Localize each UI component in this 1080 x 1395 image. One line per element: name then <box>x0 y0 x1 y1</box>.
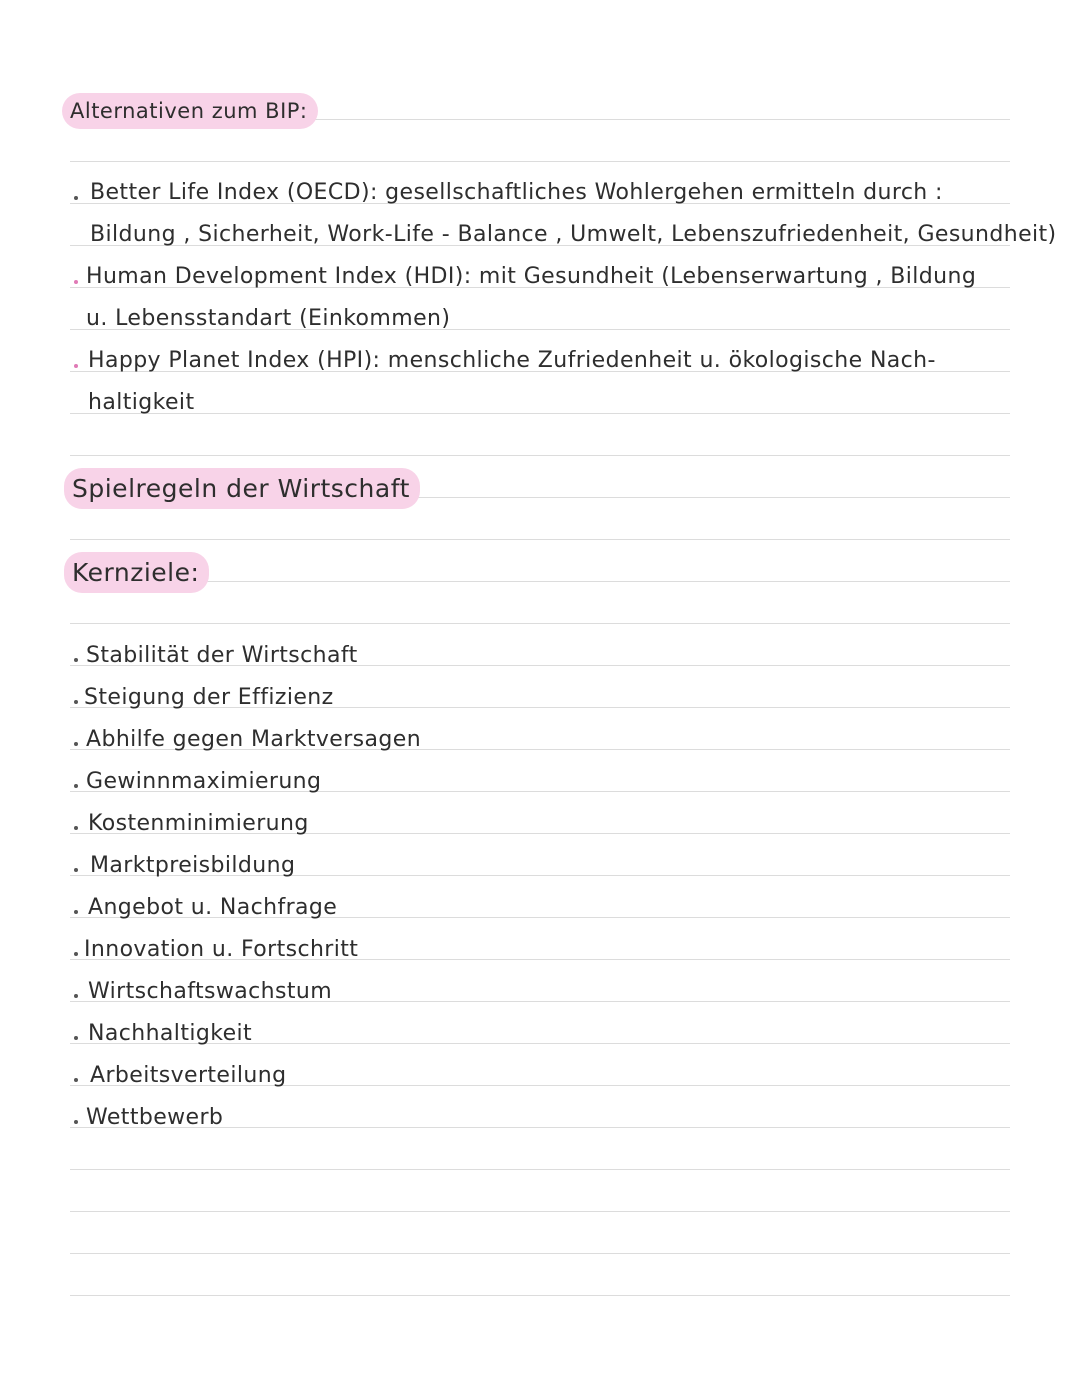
rule-line <box>70 623 1010 624</box>
kernziel-item: Nachhaltigkeit <box>88 1021 253 1046</box>
rule-line <box>70 161 1010 162</box>
rule-line <box>70 413 1010 414</box>
kernziel-item: Steigung der Effizienz <box>84 685 334 710</box>
heading-alternativen-text: Alternativen zum BIP: <box>62 93 318 129</box>
kernziel-item: Stabilität der Wirtschaft <box>86 643 358 668</box>
bullet-dot <box>74 910 78 914</box>
heading-spielregeln-text: Spielregeln der Wirtschaft <box>64 468 420 509</box>
heading-alternativen <box>62 99 318 123</box>
rule-line <box>70 1253 1010 1254</box>
rule-line <box>70 1169 1010 1170</box>
bullet-dot <box>74 1036 78 1040</box>
kernziel-item: Gewinnmaximierung <box>86 769 322 794</box>
alt-item-2-line-1: Human Development Index (HDI): mit Gesundheit (Lebenserwartung , Bildung <box>86 264 977 289</box>
kernziel-item: Wettbewerb <box>86 1105 224 1130</box>
bullet-dot <box>74 742 78 746</box>
rule-line <box>70 1211 1010 1212</box>
bullet-dot <box>74 868 78 872</box>
bullet-dot <box>74 1078 78 1082</box>
kernziel-item: Angebot u. Nachfrage <box>88 895 338 920</box>
heading-kernziele <box>64 558 209 587</box>
bullet-dot <box>74 364 78 368</box>
alt-item-1-line-2: Bildung , Sicherheit, Work-Life - Balance , Umwelt, Lebenszufriedenheit, Gesundheit) <box>90 222 1057 247</box>
kernziel-item: Wirtschaftswachstum <box>88 979 333 1004</box>
alt-item-3-line-1: Happy Planet Index (HPI): menschliche Zufriedenheit u. ökologische Nach- <box>88 348 936 373</box>
bullet-dot <box>74 952 78 956</box>
heading-kernziele-text: Kernziele: <box>64 552 209 593</box>
heading-spielregeln <box>64 474 420 503</box>
rule-line <box>70 455 1010 456</box>
rule-line <box>70 581 1010 582</box>
kernziel-item: Marktpreisbildung <box>90 853 296 878</box>
kernziel-item: Kostenminimierung <box>88 811 309 836</box>
bullet-dot <box>74 826 78 830</box>
bullet-dot <box>74 784 78 788</box>
alt-item-1-line-1: Better Life Index (OECD): gesellschaftliches Wohlergehen ermitteln durch : <box>90 180 943 205</box>
bullet-dot <box>74 700 78 704</box>
kernziel-item: Arbeitsverteilung <box>90 1063 287 1088</box>
bullet-dot <box>74 994 78 998</box>
alt-item-2-line-2: u. Lebensstandart (Einkommen) <box>86 306 451 331</box>
bullet-dot <box>74 658 78 662</box>
bullet-dot <box>74 280 78 284</box>
bullet-dot <box>74 196 78 200</box>
kernziel-item: Abhilfe gegen Marktversagen <box>86 727 422 752</box>
kernziel-item: Innovation u. Fortschritt <box>84 937 359 962</box>
rule-line <box>70 1295 1010 1296</box>
rule-line <box>70 539 1010 540</box>
bullet-dot <box>74 1120 78 1124</box>
alt-item-3-line-2: haltigkeit <box>88 390 195 415</box>
